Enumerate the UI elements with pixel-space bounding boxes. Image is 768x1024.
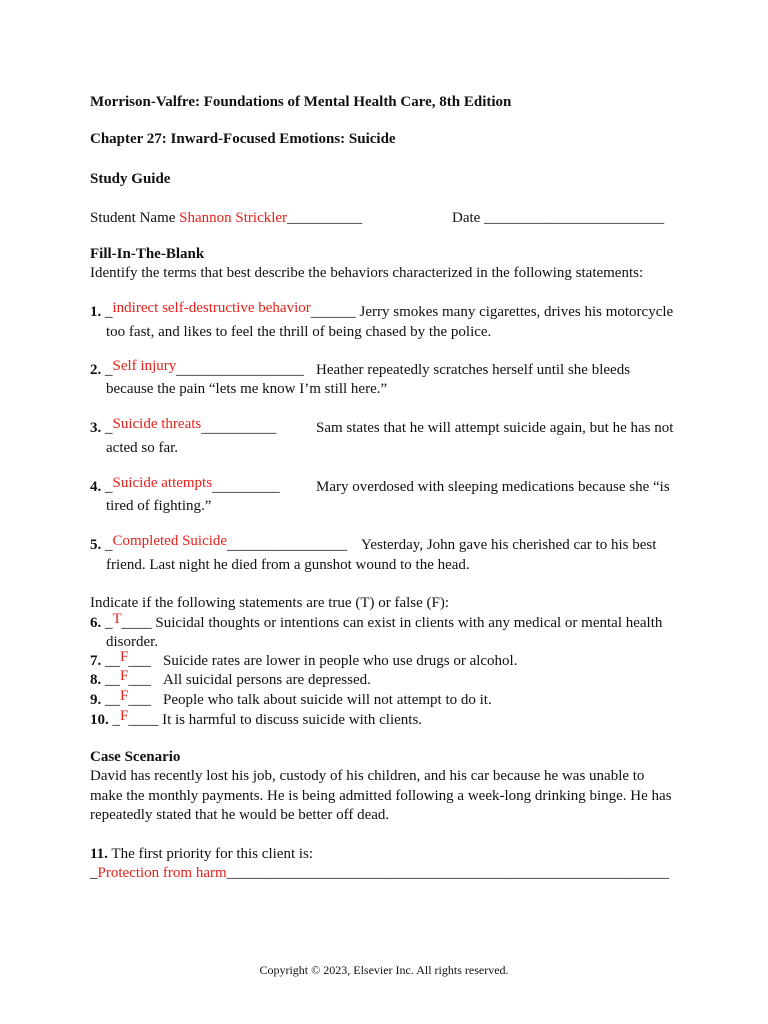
answer-tail-blank: ______ <box>310 304 356 320</box>
question-11 <box>90 846 313 863</box>
fill-item-2-statement: Heather repeatedly scratches herself until she bleeds <box>316 362 631 378</box>
tf-item-9-statement: People who talk about suicide will not attempt to do it. <box>163 692 492 708</box>
item-number: 2. <box>90 362 102 378</box>
answer-field[interactable]: F <box>120 708 129 724</box>
tf-item-8 <box>90 668 151 689</box>
answer-lead-blank: _ <box>105 362 113 378</box>
fill-item-5 <box>90 533 348 554</box>
answer-tail-blank: ____ <box>121 615 152 631</box>
case-line-2: make the monthly payments. He is being admitted following a week-long drinking binge. He has <box>90 788 672 804</box>
student-name-row <box>90 210 362 227</box>
item-number: 1. <box>90 304 102 320</box>
fill-item-1-line2: too fast, and likes to feel the thrill of being chased by the police. <box>106 324 492 340</box>
fill-item-3-statement: Sam states that he will attempt suicide again, but he has not <box>316 420 674 436</box>
item-number: 11. <box>90 846 108 862</box>
fill-item-2-line2: because the pain “lets me know I’m still here.” <box>106 381 388 397</box>
answer-lead-blank: _ <box>105 615 113 631</box>
item-number: 8. <box>90 672 102 688</box>
case-line-3: repeatedly stated that he would be better off dead. <box>90 807 390 823</box>
answer-lead-blank: _ <box>105 479 113 495</box>
fill-item-5-line2: friend. Last night he died from a gunshot wound to the head. <box>106 557 470 573</box>
answer-tail-blank: ___________________________________________________________ <box>226 865 670 881</box>
question-11-answer-row <box>90 865 669 882</box>
answer-lead-blank: __ <box>105 672 120 688</box>
tf-item-6 <box>90 611 663 632</box>
answer-tail-blank: ____ <box>128 712 159 728</box>
copyright-footer: Copyright © 2023, Elsevier Inc. All rights reserved. <box>259 963 509 977</box>
answer-field[interactable]: Suicide threats <box>112 416 202 432</box>
book-title: Morrison-Valfre: Foundations of Mental Health Care, 8th Edition <box>90 94 512 110</box>
item-number: 10. <box>90 712 109 728</box>
fill-item-2 <box>90 358 304 379</box>
answer-tail-blank: ___ <box>128 653 151 669</box>
answer-tail-blank: ________________ <box>227 537 348 553</box>
tf-item-7-statement: Suicide rates are lower in people who use drugs or alcohol. <box>163 653 518 669</box>
answer-lead-blank: _ <box>105 304 113 320</box>
item-number: 4. <box>90 479 102 495</box>
student-name-blank: __________ <box>287 210 363 226</box>
statement-text: It is harmful to discuss suicide with clients. <box>162 712 423 728</box>
answer-field[interactable]: Completed Suicide <box>112 533 228 549</box>
tf-item-8-statement: All suicidal persons are depressed. <box>163 672 371 688</box>
tf-item-10 <box>90 708 423 729</box>
chapter-title: Chapter 27: Inward-Focused Emotions: Suicide <box>90 131 396 147</box>
student-name-label: Student Name <box>90 210 176 226</box>
answer-field[interactable]: Protection from harm <box>97 865 227 881</box>
fill-in-heading: Fill-In-The-Blank <box>90 246 205 262</box>
answer-field[interactable]: F <box>120 688 129 704</box>
tf-item-9 <box>90 688 151 709</box>
fill-item-5-statement: Yesterday, John gave his cherished car to his best <box>361 537 657 553</box>
answer-lead-blank: _ <box>90 865 98 881</box>
date-blank[interactable]: ________________________ <box>484 210 665 226</box>
statement-text: Jerry smokes many cigarettes, drives his motorcycle <box>359 304 674 320</box>
item-number: 5. <box>90 537 102 553</box>
question-text: The first priority for this client is: <box>111 846 314 862</box>
answer-lead-blank: __ <box>105 653 120 669</box>
answer-lead-blank: _ <box>112 712 120 728</box>
answer-lead-blank: _ <box>105 420 113 436</box>
answer-field[interactable]: F <box>120 649 129 665</box>
fill-item-1 <box>90 300 674 321</box>
student-name-value[interactable]: Shannon Strickler <box>179 210 288 226</box>
answer-tail-blank: _________ <box>212 479 280 495</box>
answer-lead-blank: _ <box>105 537 113 553</box>
answer-field[interactable]: F <box>120 668 129 684</box>
answer-tail-blank: _________________ <box>176 362 304 378</box>
item-number: 7. <box>90 653 102 669</box>
tf-instructions: Indicate if the following statements are true (T) or false (F): <box>90 595 450 611</box>
item-number: 6. <box>90 615 102 631</box>
fill-in-instructions: Identify the terms that best describe the behaviors characterized in the following statements: <box>90 265 644 281</box>
case-heading: Case Scenario <box>90 749 181 765</box>
answer-tail-blank: __________ <box>201 420 277 436</box>
item-number: 9. <box>90 692 102 708</box>
fill-item-4 <box>90 475 280 496</box>
date-label: Date <box>452 210 481 226</box>
item-number: 3. <box>90 420 102 436</box>
fill-item-3 <box>90 416 277 437</box>
case-line-1: David has recently lost his job, custody of his children, and his car because he was unable to <box>90 768 645 784</box>
fill-item-3-line2: acted so far. <box>106 440 179 456</box>
fill-item-4-line2: tired of fighting.” <box>106 498 212 514</box>
answer-field[interactable]: Suicide attempts <box>112 475 213 491</box>
answer-lead-blank: __ <box>105 692 120 708</box>
answer-field[interactable]: indirect self-destructive behavior <box>112 300 311 316</box>
answer-field[interactable]: T <box>112 611 122 627</box>
answer-field[interactable]: Self injury <box>112 358 177 374</box>
answer-tail-blank: ___ <box>128 672 151 688</box>
tf-item-6-line2: disorder. <box>106 634 159 650</box>
date-row <box>452 210 664 227</box>
document-type: Study Guide <box>90 171 171 187</box>
answer-tail-blank: ___ <box>128 692 151 708</box>
statement-text: Suicidal thoughts or intentions can exist in clients with any medical or mental health <box>155 615 663 631</box>
fill-item-4-statement: Mary overdosed with sleeping medications because she “is <box>316 479 670 495</box>
